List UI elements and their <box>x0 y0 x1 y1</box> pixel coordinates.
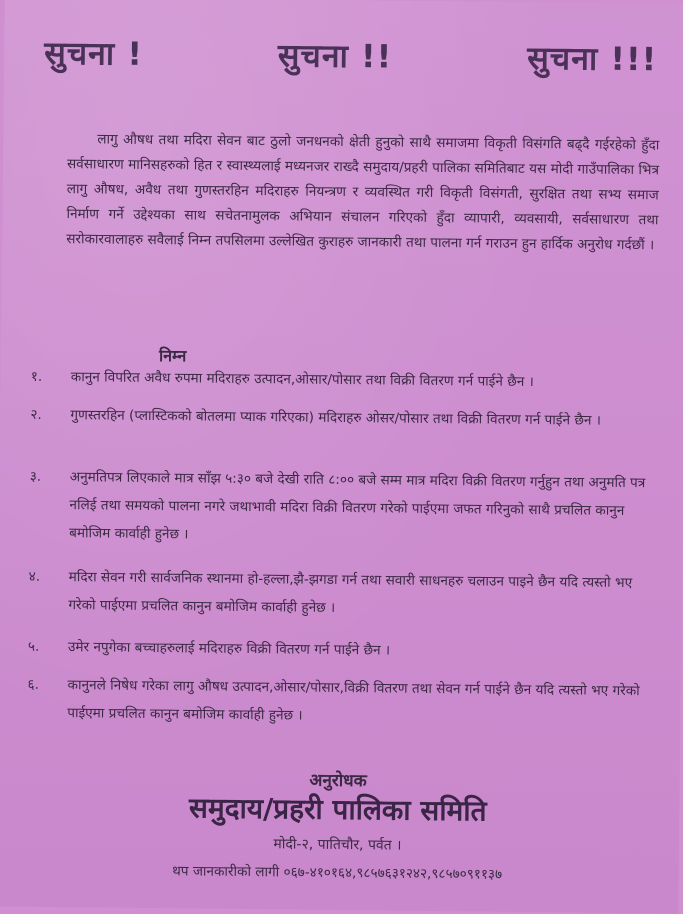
list-item <box>28 633 658 668</box>
signature-label: अनुरोधक <box>309 770 367 792</box>
item-text: गुणस्तरहिन (प्लास्टिकको बोतलमा प्याक गरिएका) मदिराहरु ओसर/पोसार तथा विक्री वितरण गर्न पाईने छैन । <box>70 407 602 429</box>
item-number: ५. <box>27 638 40 655</box>
heading-notice-3: सुचना !!! <box>527 38 658 79</box>
heading-notice-2: सुचना !! <box>277 36 393 76</box>
list-item <box>28 563 659 626</box>
list-item <box>29 463 660 554</box>
heading-notice-1: सुचना ! <box>43 33 144 73</box>
signature-address: मोदी-२, पातिचौर, पर्वत । <box>273 836 402 854</box>
contact-line: थप जानकारीको लागी ०६७-४१०१६४,९८५७६३१२४२,९८५७०९११३७ <box>172 863 503 883</box>
item-number: ६. <box>27 676 40 693</box>
item-text: मदिरा सेवन गरी सार्वजनिक स्थानमा हो-हल्ला,झै-झगडा गर्न तथा सवारी साधनहरु चलाउन पाइने छैन यदि त्यस्तो भए गरेको पाईएमा प्रचलित कानुन बमोजिम कार्वाही हुनेछ । <box>68 569 633 616</box>
list-title: निम्न <box>158 346 187 366</box>
signature-organization: समुदाय/प्रहरी पालिका समिति <box>188 791 487 828</box>
list-item <box>27 671 658 734</box>
item-text: अनुमतिपत्र लिएकाले मात्र साँझ ५:३० बजे देखी राति ८:०० बजे सम्म मात्र मदिरा विक्री वितरण गर्नुहुन तथा अनुमति पत्र नलिई तथा समयको पालना नगरे जथाभावी मदिरा विक्री वितरण गरेको पाईएमा जफत गरिनुको साथै प्रचलित कानुन बमोजिम कार्वाही हुनेछ । <box>69 469 646 543</box>
item-number: २. <box>30 406 42 423</box>
notice-headings <box>44 31 657 80</box>
item-number: ३. <box>29 468 42 485</box>
list-item <box>30 401 660 436</box>
item-text: कानुन विपरित अवैध रुपमा मदिराहरु उत्पादन,ओसार/पोसार तथा विक्री वितरण गर्न पाईने छैन । <box>70 369 534 391</box>
item-text: कानुनले निषेध गरेका लागु औषध उत्पादन,ओसार/पोसार,विक्री वितरण तथा सेवन गर्न पाईने छैन यदि त्यस्तो भए गरेको पाईएमा प्रचलित कानुन बमोजिम कार्वाही हुनेछ । <box>67 677 640 724</box>
intro-paragraph: लागु औषध तथा मदिरा सेवन बाट ठुलो जनधनको क्षेती हुनुको साथै समाजमा विकृती विसंगति बढ्दै गईरहेको हुँदा सर्वसाधारण मानिसहरुको हित र स्वास्थ्यलाई मध्यनजर राख्दै समुदाय/प्रहरी पालिका समितिबाट यस मोदी गाउँपालिका भित्र लागु औषध, अवैध तथा गुणस्तरहिन मदिराहरु नियन्त्रण र व्यवस्थित गरी विकृती विसंगती, सुरक्षित तथा सभ्य समाज निर्माण गर्ने उद्देश्यका साथ सचेतनामुलक अभियान संचालन गरिएको हुँदा व्यापारी, व्यवसायी, सर्वसाधारण तथा सरोकारवालाहरु सवैलाई निम्न तपसिलमा उल्लेखित कुराहरु जानकारी तथा पालना गर्न गराउन हुन हार्दिक अनुरोध गर्दछौं । <box>66 131 660 254</box>
list-item <box>31 363 661 398</box>
item-text: उमेर नपुगेका बच्चाहरुलाई मदिराहरु विक्री वितरण गर्न पाईने छैन । <box>67 639 391 659</box>
item-number: १. <box>30 368 43 385</box>
item-number: ४. <box>28 568 41 585</box>
